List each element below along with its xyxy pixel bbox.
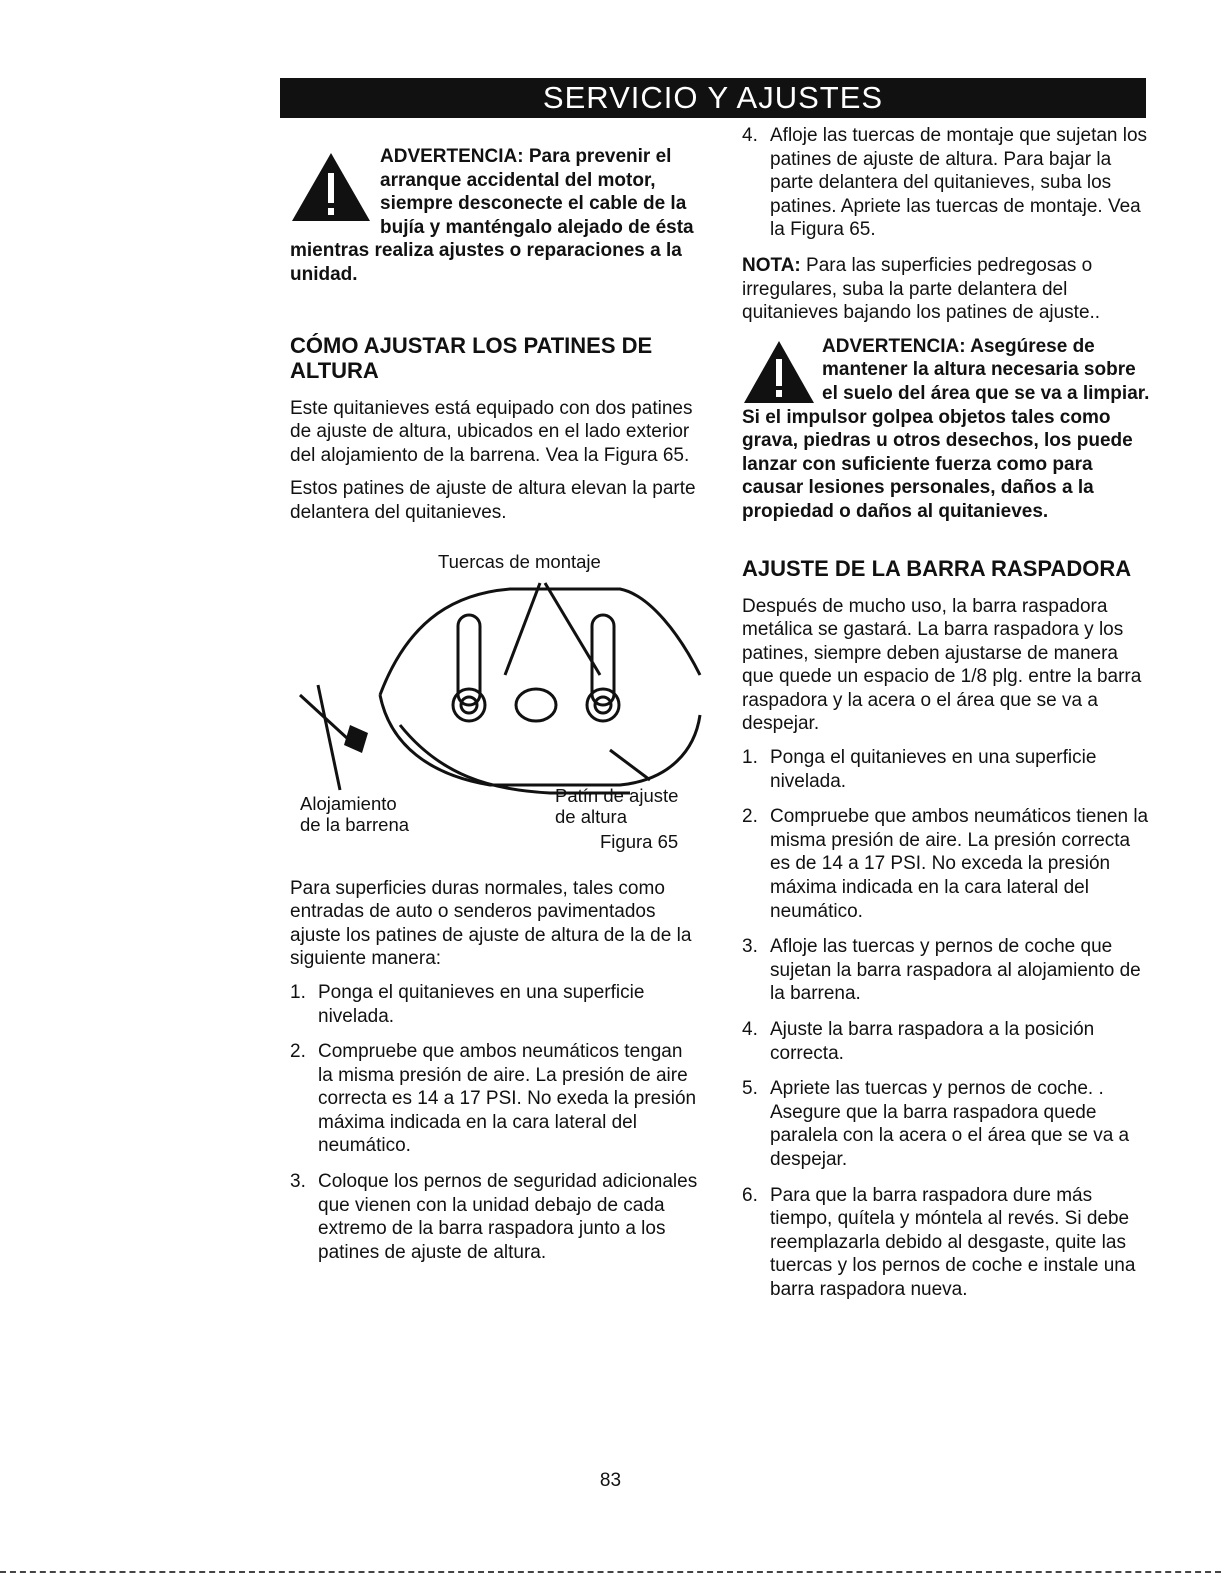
list-item: 3. Coloque los pernos de seguridad adicionales que vienen con la unidad debajo de cada extremo de la barra raspadora junto a los patines de ajuste de altura. — [290, 1171, 698, 1263]
list-item: 6. Para que la barra raspadora dure más tiempo, quítela y móntela al revés. Si debe reemplazarla debido al desgaste, quite las tuercas y los pernos de coche e instale una barra raspadora nueva. — [742, 1184, 1136, 1300]
list-item: 4. Afloje las tuercas de montaje que sujetan los patines de ajuste de altura. Para bajar la parte delantera del quitanieves, suba los patines. Apriete las tuercas de montaje. Vea la Figura 65. — [742, 125, 1148, 241]
right-column — [742, 124, 1152, 1314]
figure-label-nuts: Tuercas de montaje — [438, 550, 601, 572]
note: NOTA: Para las superficies pedregosas o irregulares, suba la parte delantera del quitanieves bajando los patines de ajuste.. — [742, 254, 1101, 324]
paragraph: Después de mucho uso, la barra raspadora metálica se gastará. La barra raspadora y los patines, siempre deben ajustarse de manera que quede un espacio de 1/8 plg. entre la barra raspadora y la acera o el área que se va a despejar. — [742, 595, 1142, 735]
list-item: 5. Apriete las tuercas y pernos de coche. . Asegure que la barra raspadora quede paralela con la acera o el área que se va a despejar. — [742, 1078, 1130, 1170]
paragraph: Estos patines de ajuste de altura elevan la parte delantera del quitanieves. — [290, 478, 696, 523]
list-item: 4. Ajuste la barra raspadora a la posición correcta. — [742, 1019, 1095, 1064]
figure-label-skid: Patín de ajuste de altura — [555, 784, 679, 827]
warning-triangle-icon — [290, 151, 372, 223]
paragraph: Para superficies duras normales, tales como entradas de auto o senderos pavimentados ajuste los patines de ajuste de altura de la de la siguiente manera: — [290, 877, 692, 970]
paragraph: Este quitanieves está equipado con dos patines de ajuste de altura, ubicados en el lado exterior del alojamiento de la barrena. Vea la Figura 65. — [290, 397, 693, 466]
steps-list-continued — [742, 124, 1152, 242]
list-item: 3. Afloje las tuercas y pernos de coche que sujetan la barra raspadora al alojamiento de la barrena. — [742, 936, 1141, 1005]
section-banner: SERVICIO Y AJUSTES — [280, 78, 1146, 118]
section-heading-skids: CÓMO AJUSTAR LOS PATINES DE ALTURA — [290, 332, 653, 383]
figure-65 — [290, 535, 702, 855]
steps-list-right — [742, 746, 1152, 1301]
list-item: 1. Ponga el quitanieves en una superficie nivelada. — [742, 747, 1097, 792]
warning-block-ignition — [290, 145, 702, 287]
warning-text: ADVERTENCIA: Para prevenir el arranque accidental del motor, siempre desconecte el cable de la bujía y manténgalo alejado de ésta mientras realiza ajustes o reparaciones a la unidad. — [290, 146, 694, 285]
list-item: 2. Compruebe que ambos neumáticos tienen la misma presión de aire. La presión correcta es de 14 a 17 PSI. No exceda la presión máxima indicada en la cara lateral del neumático. — [742, 806, 1149, 922]
left-column — [290, 145, 702, 1276]
list-item: 2. Compruebe que ambos neumáticos tengan la misma presión de aire. La presión de aire correcta es 14 a 17 PSI. No exeda la presión máxima indicada en la cara lateral del neumático. — [290, 1041, 697, 1157]
steps-list-left — [290, 981, 702, 1265]
warning-block-impeller — [742, 335, 1152, 524]
list-item: 1. Ponga el quitanieves en una superficie nivelada. — [290, 981, 645, 1027]
page-edge-line — [0, 1571, 1221, 1573]
skid-diagram — [290, 575, 702, 815]
section-heading-scraper: AJUSTE DE LA BARRA RASPADORA — [742, 555, 1132, 581]
warning-text: ADVERTENCIA: Asegúrese de mantener la altura necesaria sobre el suelo del área que se va a limpiar. Si el impulsor golpea objetos tales como grava, piedras u otros desechos, los puede lanzar con suficiente fuerza como para causar lesiones personales, daños a la propiedad o daños al quitanieves. — [742, 335, 1150, 522]
warning-triangle-icon — [742, 339, 816, 405]
figure-label-housing: Alojamiento de la barrena — [300, 792, 410, 835]
figure-caption: Figura 65 — [600, 830, 679, 852]
page-number: 83 — [599, 1470, 622, 1491]
